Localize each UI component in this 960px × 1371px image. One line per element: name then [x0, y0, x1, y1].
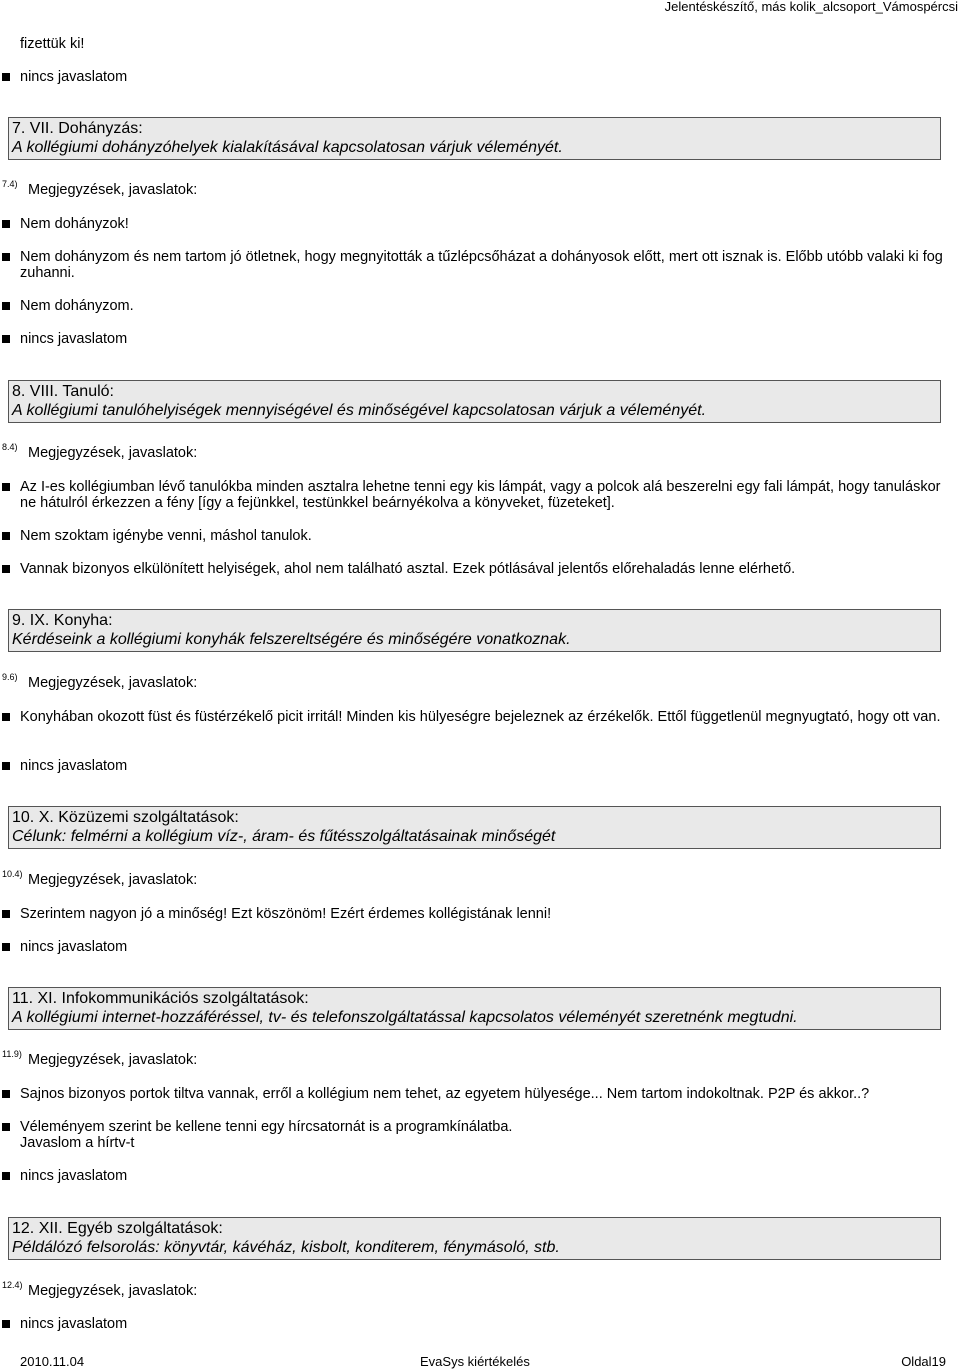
section-header-7	[8, 117, 941, 160]
bullet-square-icon	[2, 762, 10, 770]
section-header-10	[8, 806, 941, 849]
section-subtitle: A kollégiumi internet-hozzáféréssel, tv- és telefonszolgáltatással kapcsolatos véleményét szeretnénk megtudni.	[12, 1009, 798, 1026]
note-label: Megjegyzések, javaslatok:	[28, 1052, 198, 1068]
note-number: 9.6)	[2, 672, 18, 682]
bullet-square-icon	[2, 565, 10, 573]
intro-text: fizettük ki!	[20, 36, 85, 52]
bullet-square-icon	[2, 910, 10, 918]
section-title: 12. XII. Egyéb szolgáltatások:	[12, 1220, 223, 1237]
section-subtitle: Kérdéseink a kollégiumi konyhák felszereltségére és minőségére vonatkoznak.	[12, 631, 571, 648]
bullet-square-icon	[2, 1172, 10, 1180]
list-item: nincs javaslatom	[0, 939, 945, 955]
section-title: 8. VIII. Tanuló:	[12, 383, 114, 400]
bullet-square-icon	[2, 1090, 10, 1098]
report-header-title: Jelentéskészítő, más kolik_alcsoport_Vámospércsi	[664, 0, 958, 14]
bullet-square-icon	[2, 713, 10, 721]
bullet-square-icon	[2, 1320, 10, 1328]
note-label: Megjegyzések, javaslatok:	[28, 675, 198, 691]
footer-product: EvaSys kiértékelés	[420, 1354, 530, 1369]
note-label: Megjegyzések, javaslatok:	[28, 872, 198, 888]
list-item: Konyhában okozott füst és füstérzékelő picit irritál! Minden kis hülyeségre bejeleznek az érzékelők. Ettől függetlenül megnyugtató, hogy ott van.	[0, 709, 945, 725]
note-number: 7.4)	[2, 179, 18, 189]
list-item: Nem dohányzom és nem tartom jó ötletnek, hogy megnyitották a tűzlépcsőházat a dohányosok előtt, mert ott isznak is. Előbb utóbb valaki ki fog zuhanni.	[0, 249, 945, 281]
section-subtitle: Példálózó felsorolás: könyvtár, kávéház, kisbolt, konditerem, fénymásoló, stb.	[12, 1239, 560, 1256]
list-item: nincs javaslatom	[0, 1316, 945, 1332]
section-header-11	[8, 987, 941, 1030]
footer-page-number: Oldal19	[901, 1354, 946, 1369]
list-item: Vannak bizonyos elkülönített helyiségek, ahol nem található asztal. Ezek pótlásával jelentős előrehaladás lenne elérhető.	[0, 561, 945, 577]
list-item: Véleményem szerint be kellene tenni egy hírcsatornát is a programkínálatba. Javaslom a hírtv-t	[0, 1119, 945, 1151]
list-item: Sajnos bizonyos portok tiltva vannak, erről a kollégium nem tehet, az egyetem hülyesége... Nem tartom indokoltnak. P2P és akkor..?	[0, 1086, 945, 1102]
list-item: Nem dohányzom.	[0, 298, 945, 314]
list-item: nincs javaslatom	[0, 69, 945, 85]
list-item: Nem dohányzok!	[0, 216, 945, 232]
list-item: Az I-es kollégiumban lévő tanulókba minden asztalra lehetne tenni egy kis lámpát, vagy a polcok alá beszerelni egy fali lámpát, hogy tanuláskor ne hátulról érkezzen a fény [így a fejünkkel, testünkkel beárnyékolva a könyveket, füzeteket].	[0, 479, 945, 511]
section-header-9	[8, 609, 941, 652]
section-header-12	[8, 1217, 941, 1260]
bullet-square-icon	[2, 253, 10, 261]
note-number: 8.4)	[2, 442, 18, 452]
section-title: 9. IX. Konyha:	[12, 612, 113, 629]
bullet-square-icon	[2, 943, 10, 951]
list-item: nincs javaslatom	[0, 758, 945, 774]
section-subtitle: A kollégiumi dohányzóhelyek kialakításával kapcsolatosan várjuk véleményét.	[12, 139, 563, 156]
note-number: 10.4)	[2, 869, 23, 879]
note-number: 12.4)	[2, 1280, 23, 1290]
list-item: Nem szoktam igénybe venni, máshol tanulok.	[0, 528, 945, 544]
bullet-square-icon	[2, 302, 10, 310]
section-title: 7. VII. Dohányzás:	[12, 120, 143, 137]
note-label: Megjegyzések, javaslatok:	[28, 182, 198, 198]
list-item: nincs javaslatom	[0, 331, 945, 347]
note-label: Megjegyzések, javaslatok:	[28, 445, 198, 461]
section-header-8	[8, 380, 941, 423]
list-item: nincs javaslatom	[0, 1168, 945, 1184]
bullet-square-icon	[2, 73, 10, 81]
bullet-square-icon	[2, 1123, 10, 1131]
bullet-square-icon	[2, 335, 10, 343]
note-label: Megjegyzések, javaslatok:	[28, 1283, 198, 1299]
bullet-square-icon	[2, 220, 10, 228]
section-title: 10. X. Közüzemi szolgáltatások:	[12, 809, 239, 826]
list-item: Szerintem nagyon jó a minőség! Ezt köszönöm! Ezért érdemes kollégistának lenni!	[0, 906, 945, 922]
bullet-square-icon	[2, 483, 10, 491]
note-number: 11.9)	[2, 1049, 22, 1059]
section-subtitle: A kollégiumi tanulóhelyiségek mennyiségével és minőségével kapcsolatosan várjuk a véleményét.	[12, 402, 707, 419]
section-title: 11. XI. Infokommunikációs szolgáltatások:	[12, 990, 309, 1007]
footer-date: 2010.11.04	[20, 1354, 85, 1369]
section-subtitle: Célunk: felmérni a kollégium víz-, áram- és fűtésszolgáltatásainak minőségét	[12, 828, 556, 845]
bullet-square-icon	[2, 532, 10, 540]
